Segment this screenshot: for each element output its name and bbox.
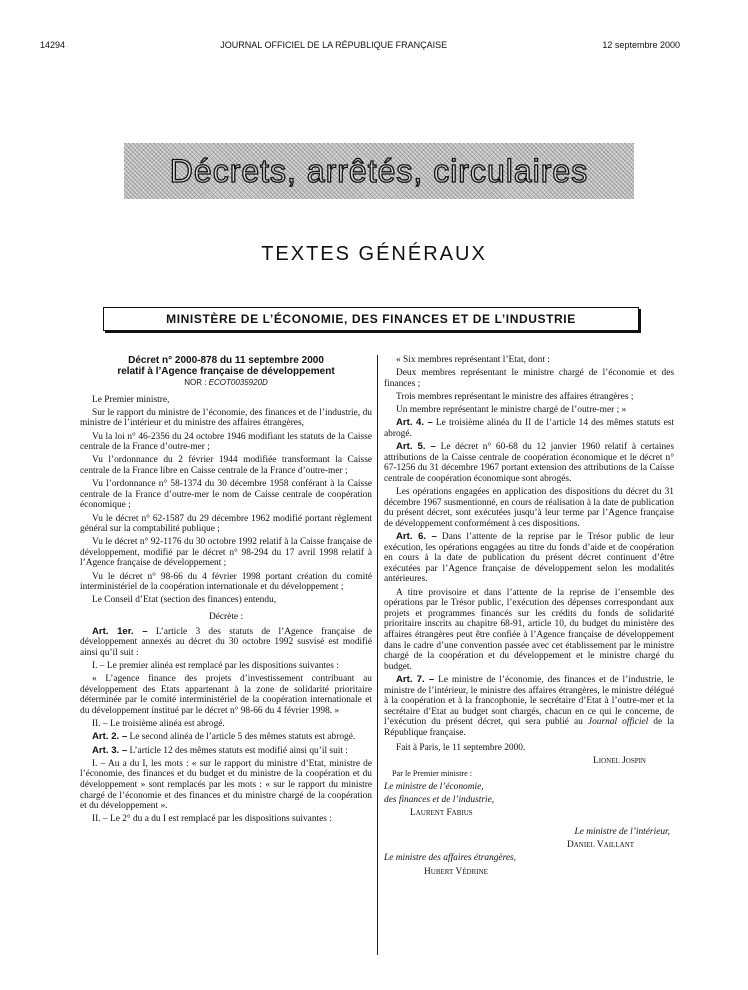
decree-title-line1: Décret n° 2000-878 du 11 septembre 2000	[128, 355, 324, 366]
signatory-role: Le ministre de l’intérieur,	[574, 827, 670, 838]
signatory-ae: Hubert Védrine	[424, 866, 488, 877]
paragraph: « Six membres représentant l’Etat, dont :	[396, 355, 550, 365]
article-label: Art. 6. –	[396, 531, 437, 543]
article-1	[80, 627, 372, 659]
issue-date: 12 septembre 2000	[602, 40, 680, 50]
page-number: 14294	[40, 40, 66, 50]
paragraph: Vu le décret n° 92-1176 du 30 octobre 1992 relatif à la Caisse française de développement, modifié par le décret n° 98-294 du 17 avril 1998 relatif à l’Agence française de développement ;	[80, 537, 372, 569]
by-pm: Par le Premier ministre :	[392, 768, 473, 778]
article-label: Art. 1er. –	[92, 625, 148, 637]
signatory-role: des finances et de l’industrie,	[384, 795, 495, 806]
banner-title: Décrets, arrêtés, circulaires	[169, 152, 589, 189]
article-text: Dans l’attente de la reprise par le Trésor public de leur exécution, les opérations engagées au titre du fonds d’aide et de coopération en cours à la date de publication du présent décret continuent d’être exécutées par l’Agence française de développement selon les modalités antérieures.	[384, 532, 674, 585]
article-5	[384, 442, 674, 484]
paragraph: « L’agence finance des projets d’investissement contribuant au développement des Etats appartenant à la zone de solidarité prioritaire déterminée par le comité interministériel de la coopération internationale et du développement institué par le décret n° 98-66 du 4 février 1998. »	[80, 674, 372, 716]
signatory-eco: Laurent Fabius	[410, 808, 473, 819]
paragraph: Le Conseil d’Etat (section des finances) entendu,	[92, 595, 277, 606]
article-label: Art. 2. –	[92, 731, 128, 743]
article-text: L’article 12 des mêmes statuts est modifié ainsi qu’il suit :	[129, 745, 348, 756]
paragraph: Un membre représentant le ministre chargé de l’outre-mer ; »	[396, 405, 627, 416]
paragraph: I. – Le premier alinéa est remplacé par les dispositions suivantes :	[92, 661, 339, 671]
nor-reference	[80, 378, 372, 389]
paragraph: Vu l’ordonnance du 2 février 1944 modifiée transformant la Caisse centrale de la France libre en Caisse centrale de la France d’outre-mer ;	[80, 455, 372, 476]
decree-title-line2: relatif à l’Agence française de développement	[117, 366, 335, 377]
article-2	[80, 732, 372, 743]
article-text: Le ministre de l’économie, des finances et de l’industrie, le ministre de l’intérieur, le ministre des affaires étrangères, le ministre délégué à la coopération et à la francophonie, le secrétaire d’Etat à l’outre-mer et la secrétaire d’Etat au budget sont chargés, chacun en ce qui le concerne, de l’exécution du présent décret, qui sera publié au	[384, 674, 675, 728]
section-title: TEXTES GÉNÉRAUX	[261, 243, 487, 265]
paragraph: A titre provisoire et dans l’attente de la reprise de l’ensemble des opérations par le Trésor public, l’exécution des dépenses correspondant aux projets et programmes financés sur les crédits du fonds de solidarité prioritaire inscrits au chapitre 68-91, article 10, du budget du ministère des affaires étrangères peut être confiée à l’Agence française de développement dans le cadre d’une convention passée avec cet établissement par le ministre chargé de la coopération et du développement et le ministre chargé du budget.	[384, 587, 674, 672]
done-at: Fait à Paris, le 11 septembre 2000.	[396, 742, 526, 753]
signatory-role: Le ministre de l’économie,	[384, 782, 484, 793]
article-text: Le troisième alinéa du II de l’article 14 des mêmes statuts est abrogé.	[384, 418, 674, 439]
article-label: Art. 5. –	[396, 441, 436, 453]
journal-title: JOURNAL OFFICIEL DE LA RÉPUBLIQUE FRANÇAISE	[220, 40, 448, 50]
article-text: L’article 3 des statuts de l’Agence française de développement annexés au décret du 30 octobre 1992 susvisé est modifié ainsi qu’il suit :	[80, 626, 373, 658]
article-3	[80, 746, 372, 757]
article-text: de la République française.	[384, 717, 674, 738]
nor-label: NOR :	[184, 378, 207, 387]
left-column	[80, 355, 372, 827]
decree-title	[80, 355, 372, 377]
right-column	[384, 355, 674, 880]
column-divider	[377, 355, 378, 955]
nor-code: ECOT0035920D	[208, 378, 268, 387]
paragraph: Le Premier ministre,	[92, 394, 170, 405]
page-header	[40, 38, 680, 52]
paragraph: Sur le rapport du ministre de l’économie, des finances et de l’industrie, du ministre de l’intérieur et du ministre des affaires étrangères,	[80, 407, 372, 429]
signatory-int: Daniel Vaillant	[566, 840, 634, 851]
article-text: Le décret n° 60-68 du 12 janvier 1960 relatif à certaines attributions de la Caisse centrale de coopération économique et le décret n° 67-1256 du 31 décembre 1967 portant extension des attributions de la Caisse centrale de coopération économique sont abrogés.	[384, 442, 674, 484]
ministry-title: MINISTÈRE DE L’ÉCONOMIE, DES FINANCES ET DE L’INDUSTRIE	[166, 312, 576, 326]
article-label: Art. 3. –	[92, 744, 128, 756]
paragraph: I. – Au a du I, les mots : « sur le rapport du ministre d’Etat, ministre de l’économie, des finances et du budget et du ministre de la coopération et du développement » sont remplacés par les mots : « sur le rapport du ministre chargé de l’économie et des finances et du ministre chargé de la coopération et du développement ».	[80, 758, 372, 812]
paragraph: II. – Le troisième alinéa est abrogé.	[92, 719, 225, 730]
signatory-role: Le ministre des affaires étrangères,	[384, 853, 517, 864]
paragraph: Vu le décret n° 62-1587 du 29 décembre 1962 modifié portant règlement général sur la comptabilité publique ;	[80, 513, 372, 535]
article-6	[384, 532, 674, 585]
journal-officiel: Journal officiel	[587, 717, 649, 728]
article-label: Art. 4. –	[396, 417, 433, 429]
ministry-box	[103, 307, 639, 331]
paragraph: Vu le décret n° 98-66 du 4 février 1998 portant création du comité interministériel de la coopération internationale et du développement ;	[80, 571, 372, 593]
section-banner	[124, 143, 634, 199]
paragraph: Trois membres représentant le ministre des affaires étrangères ;	[396, 391, 634, 402]
paragraph: Les opérations engagées en application des dispositions du décret du 31 décembre 1967 susmentionné, en cours de réalisation à la date de publication du présent décret, sont exécutées jusqu’à leur terme par l’Agence française de développement conformément à ces dispositions.	[384, 487, 674, 529]
paragraph: Vu la loi n° 46-2356 du 24 octobre 1946 modifiant les statuts de la Caisse centrale de la France d’outre-mer ;	[80, 431, 372, 453]
paragraph: Vu l’ordonnance n° 58-1374 du 30 décembre 1958 conférant à la Caisse centrale de la France d’outre-mer le nom de Caisse centrale de coopération économique ;	[80, 479, 372, 511]
article-7	[384, 675, 674, 739]
signatory-pm: Lionel Jospin	[593, 755, 646, 766]
paragraph: Deux membres représentant le ministre chargé de l’économie et des finances ;	[384, 368, 674, 389]
decrete: Décrète :	[208, 612, 244, 623]
article-4	[384, 418, 674, 439]
article-label: Art. 7. –	[396, 673, 435, 685]
article-text: Le second alinéa de l’article 5 des mêmes statuts est abrogé.	[129, 732, 356, 743]
paragraph: II. – Le 2° du a du I est remplacé par les dispositions suivantes :	[92, 814, 332, 825]
